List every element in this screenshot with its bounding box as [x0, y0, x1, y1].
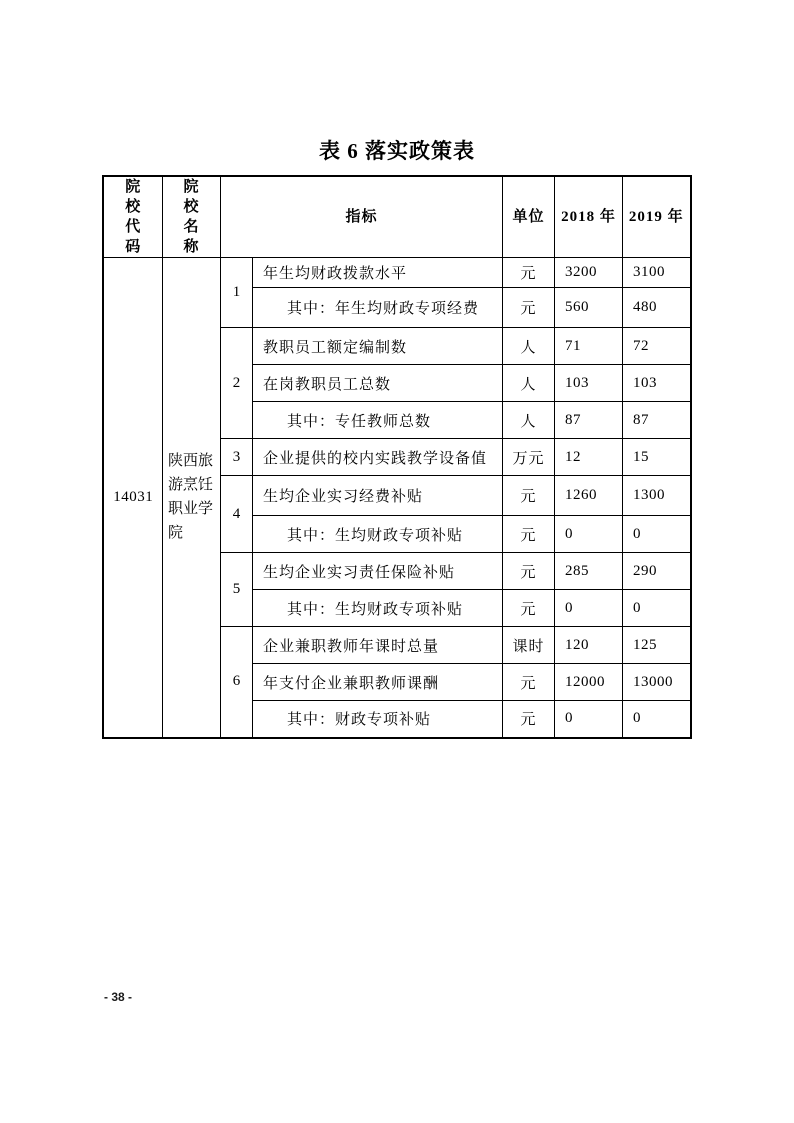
unit-cell: 人	[503, 328, 555, 365]
value-2019-cell: 1300	[623, 476, 691, 516]
institution-name-cell: 陕西旅游烹饪职业学院	[162, 258, 220, 738]
policy-table	[102, 175, 691, 739]
indicator-cell: 其中：生均财政专项补贴	[252, 516, 502, 553]
indicator-cell: 生均企业实习责任保险补贴	[252, 553, 502, 590]
value-2018-cell: 0	[555, 516, 623, 553]
header-institution-code: 院校代码	[103, 176, 162, 258]
indicator-cell: 其中：专任教师总数	[252, 402, 502, 439]
unit-cell: 元	[503, 516, 555, 553]
indicator-cell: 生均企业实习经费补贴	[252, 476, 502, 516]
value-2019-cell: 0	[623, 590, 691, 627]
unit-cell: 课时	[503, 627, 555, 664]
value-2018-cell: 0	[555, 701, 623, 738]
header-institution-name: 院校名称	[162, 176, 220, 258]
indicator-cell: 在岗教职员工总数	[252, 365, 502, 402]
table-header-row	[103, 176, 690, 258]
header-unit: 单位	[503, 176, 555, 258]
value-2018-cell: 12	[555, 439, 623, 476]
value-2019-cell: 125	[623, 627, 691, 664]
page-number: - 38 -	[104, 990, 133, 1004]
table-header	[103, 176, 690, 258]
unit-cell: 元	[503, 701, 555, 738]
group-number-cell: 5	[220, 553, 252, 627]
value-2018-cell: 560	[555, 288, 623, 328]
value-2019-cell: 103	[623, 365, 691, 402]
value-2018-cell: 103	[555, 365, 623, 402]
indicator-cell: 其中：生均财政专项补贴	[252, 590, 502, 627]
value-2018-cell: 0	[555, 590, 623, 627]
unit-cell: 元	[503, 288, 555, 328]
value-2019-cell: 15	[623, 439, 691, 476]
indicator-cell: 其中：年生均财政专项经费	[252, 288, 502, 328]
header-indicator: 指标	[220, 176, 502, 258]
group-number-cell: 2	[220, 328, 252, 439]
unit-cell: 人	[503, 365, 555, 402]
value-2018-cell: 3200	[555, 258, 623, 288]
value-2019-cell: 13000	[623, 664, 691, 701]
indicator-cell: 其中：财政专项补贴	[252, 701, 502, 738]
table-body	[103, 258, 690, 738]
header-year-2018: 2018 年	[555, 176, 623, 258]
value-2018-cell: 12000	[555, 664, 623, 701]
indicator-cell: 企业提供的校内实践教学设备值	[252, 439, 502, 476]
group-number-cell: 4	[220, 476, 252, 553]
value-2019-cell: 72	[623, 328, 691, 365]
value-2019-cell: 87	[623, 402, 691, 439]
group-number-cell: 6	[220, 627, 252, 738]
value-2019-cell: 0	[623, 701, 691, 738]
unit-cell: 元	[503, 258, 555, 288]
indicator-cell: 年支付企业兼职教师课酬	[252, 664, 502, 701]
indicator-cell: 教职员工额定编制数	[252, 328, 502, 365]
value-2018-cell: 285	[555, 553, 623, 590]
unit-cell: 人	[503, 402, 555, 439]
group-number-cell: 1	[220, 258, 252, 328]
unit-cell: 元	[503, 476, 555, 516]
institution-code-cell: 14031	[103, 258, 162, 738]
value-2019-cell: 290	[623, 553, 691, 590]
value-2018-cell: 1260	[555, 476, 623, 516]
value-2019-cell: 480	[623, 288, 691, 328]
value-2019-cell: 3100	[623, 258, 691, 288]
header-year-2019: 2019 年	[623, 176, 691, 258]
indicator-cell: 年生均财政拨款水平	[252, 258, 502, 288]
unit-cell: 元	[503, 664, 555, 701]
indicator-cell: 企业兼职教师年课时总量	[252, 627, 502, 664]
page-title: 表 6 落实政策表	[319, 139, 475, 163]
unit-cell: 万元	[503, 439, 555, 476]
unit-cell: 元	[503, 553, 555, 590]
table-row	[103, 258, 690, 288]
value-2019-cell: 0	[623, 516, 691, 553]
value-2018-cell: 120	[555, 627, 623, 664]
group-number-cell: 3	[220, 439, 252, 476]
value-2018-cell: 71	[555, 328, 623, 365]
value-2018-cell: 87	[555, 402, 623, 439]
unit-cell: 元	[503, 590, 555, 627]
